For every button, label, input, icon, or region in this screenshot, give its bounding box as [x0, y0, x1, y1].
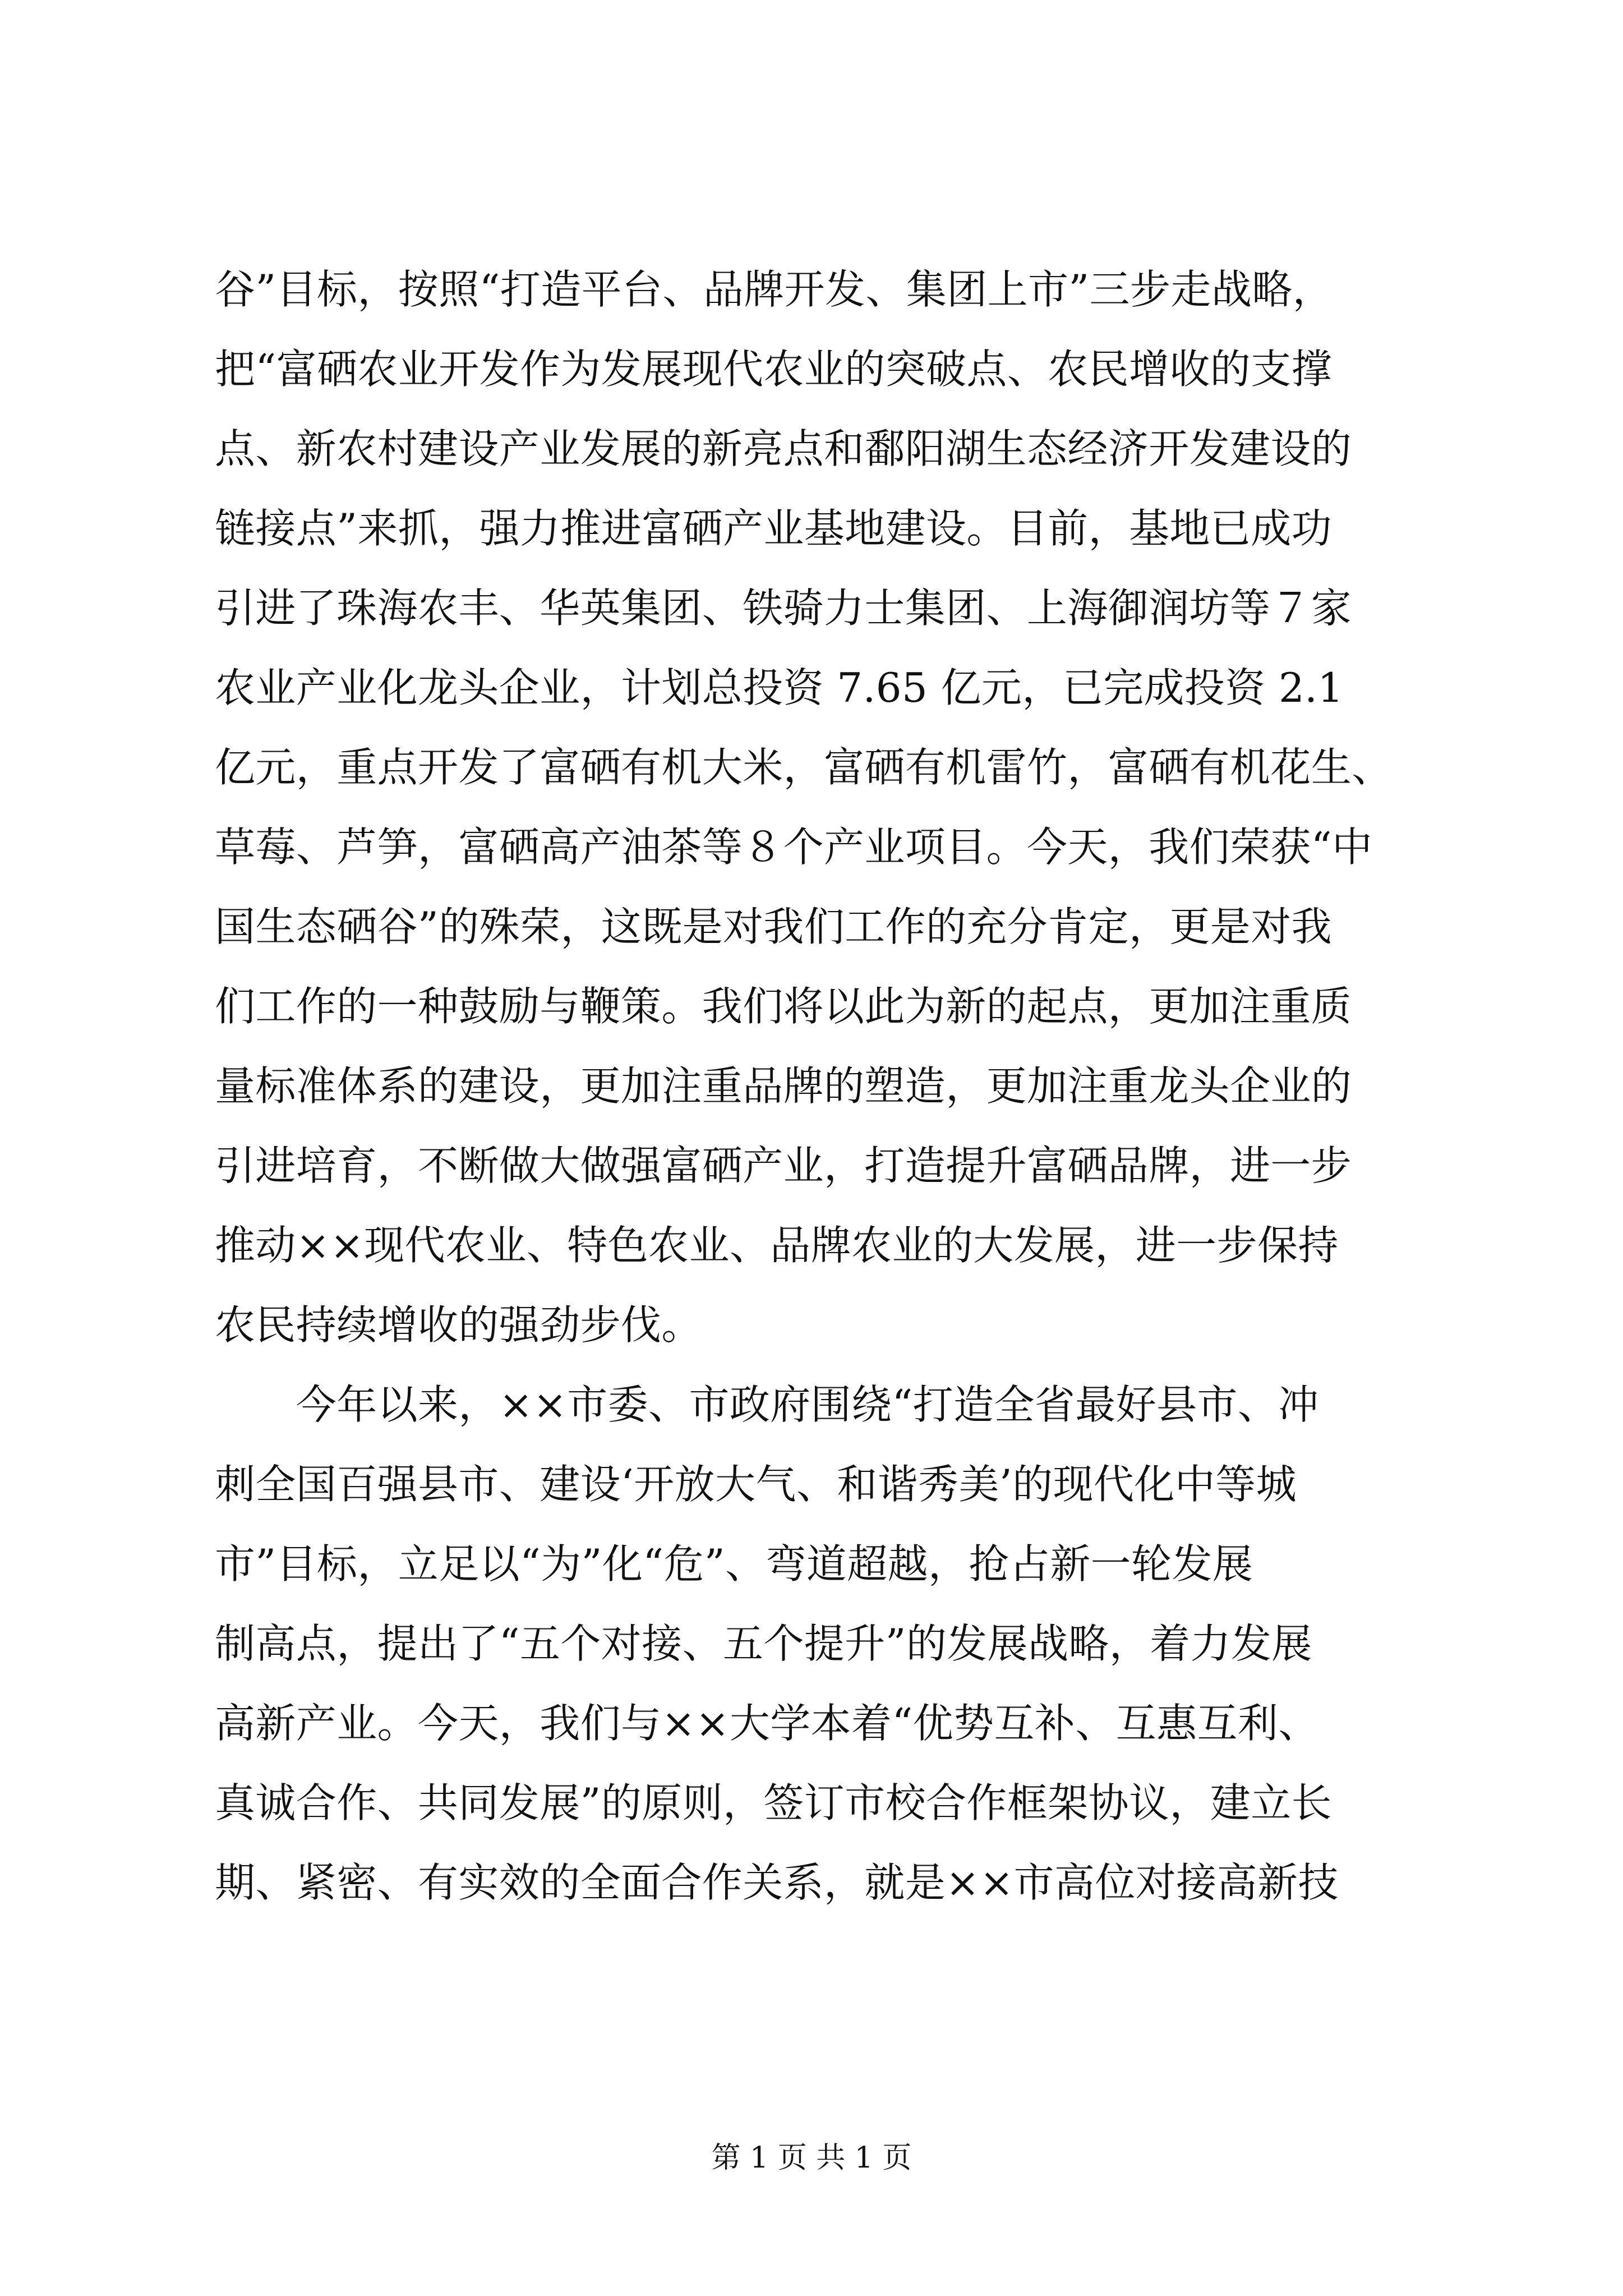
text-line: 点、新农村建设产业发展的新亮点和鄱阳湖生态经济开发建设的 [215, 425, 1352, 472]
text-line: 真诚合作、共同发展”的原则，签订市校合作框架协议，建立长 [215, 1779, 1332, 1826]
body-text [215, 250, 1409, 1922]
text-line: 刺全国百强县市、建设‘开放大气、和谐秀美’的现代化中等城 [215, 1461, 1297, 1508]
text-line: 农民持续增收的强劲步伐。 [215, 1301, 702, 1349]
text-line: 把“富硒农业开发作为发展现代农业的突破点、农民增收的支撑 [215, 346, 1332, 393]
text-line: 谷”目标，按照“打造平台、品牌开发、集团上市”三步走战略， [215, 266, 1334, 313]
text-line: 引进培育，不断做大做强富硒产业，打造提升富硒品牌，进一步 [215, 1142, 1352, 1189]
text-line: 链接点”来抓，强力推进富硒产业基地建设。目前，基地已成功 [215, 505, 1332, 552]
page-footer: 第 1 页 共 1 页 [711, 2141, 912, 2175]
text-line: 引进了珠海农丰、华英集团、铁骑力士集团、上海御润坊等７家 [215, 585, 1352, 632]
text-line: 期、紧密、有实效的全面合作关系，就是××市高位对接高新技 [215, 1859, 1339, 1906]
text-line: 市”目标，立足以“为”化“危”、弯道超越，抢占新一轮发展 [215, 1540, 1253, 1588]
text-line: 国生态硒谷”的殊荣，这既是对我们工作的充分肯定，更是对我 [215, 903, 1332, 950]
text-line: 农业产业化龙头企业，计划总投资 7.65 亿元，已完成投资 2.1 [215, 664, 1344, 711]
text-line: 亿元，重点开发了富硒有机大米，富硒有机雷竹，富硒有机花生、 [215, 744, 1393, 791]
text-line: 高新产业。今天，我们与××大学本着“优势互补、互惠互利、 [215, 1700, 1319, 1747]
text-line: 量标准体系的建设，更加注重品牌的塑造，更加注重龙头企业的 [215, 1062, 1352, 1110]
text-line: 们工作的一种鼓励与鞭策。我们将以此为新的起点，更加注重质 [215, 983, 1352, 1030]
text-line: 制高点，提出了“五个对接、五个提升”的发展战略，着力发展 [215, 1620, 1312, 1667]
text-line: 草莓、芦笋，富硒高产油茶等８个产业项目。今天，我们荣获“中 [215, 823, 1373, 871]
text-line: 今年以来，××市委、市政府围绕“打造全省最好县市、冲 [215, 1381, 1319, 1428]
text-line: 推动××现代农业、特色农业、品牌农业的大发展，进一步保持 [215, 1222, 1339, 1269]
